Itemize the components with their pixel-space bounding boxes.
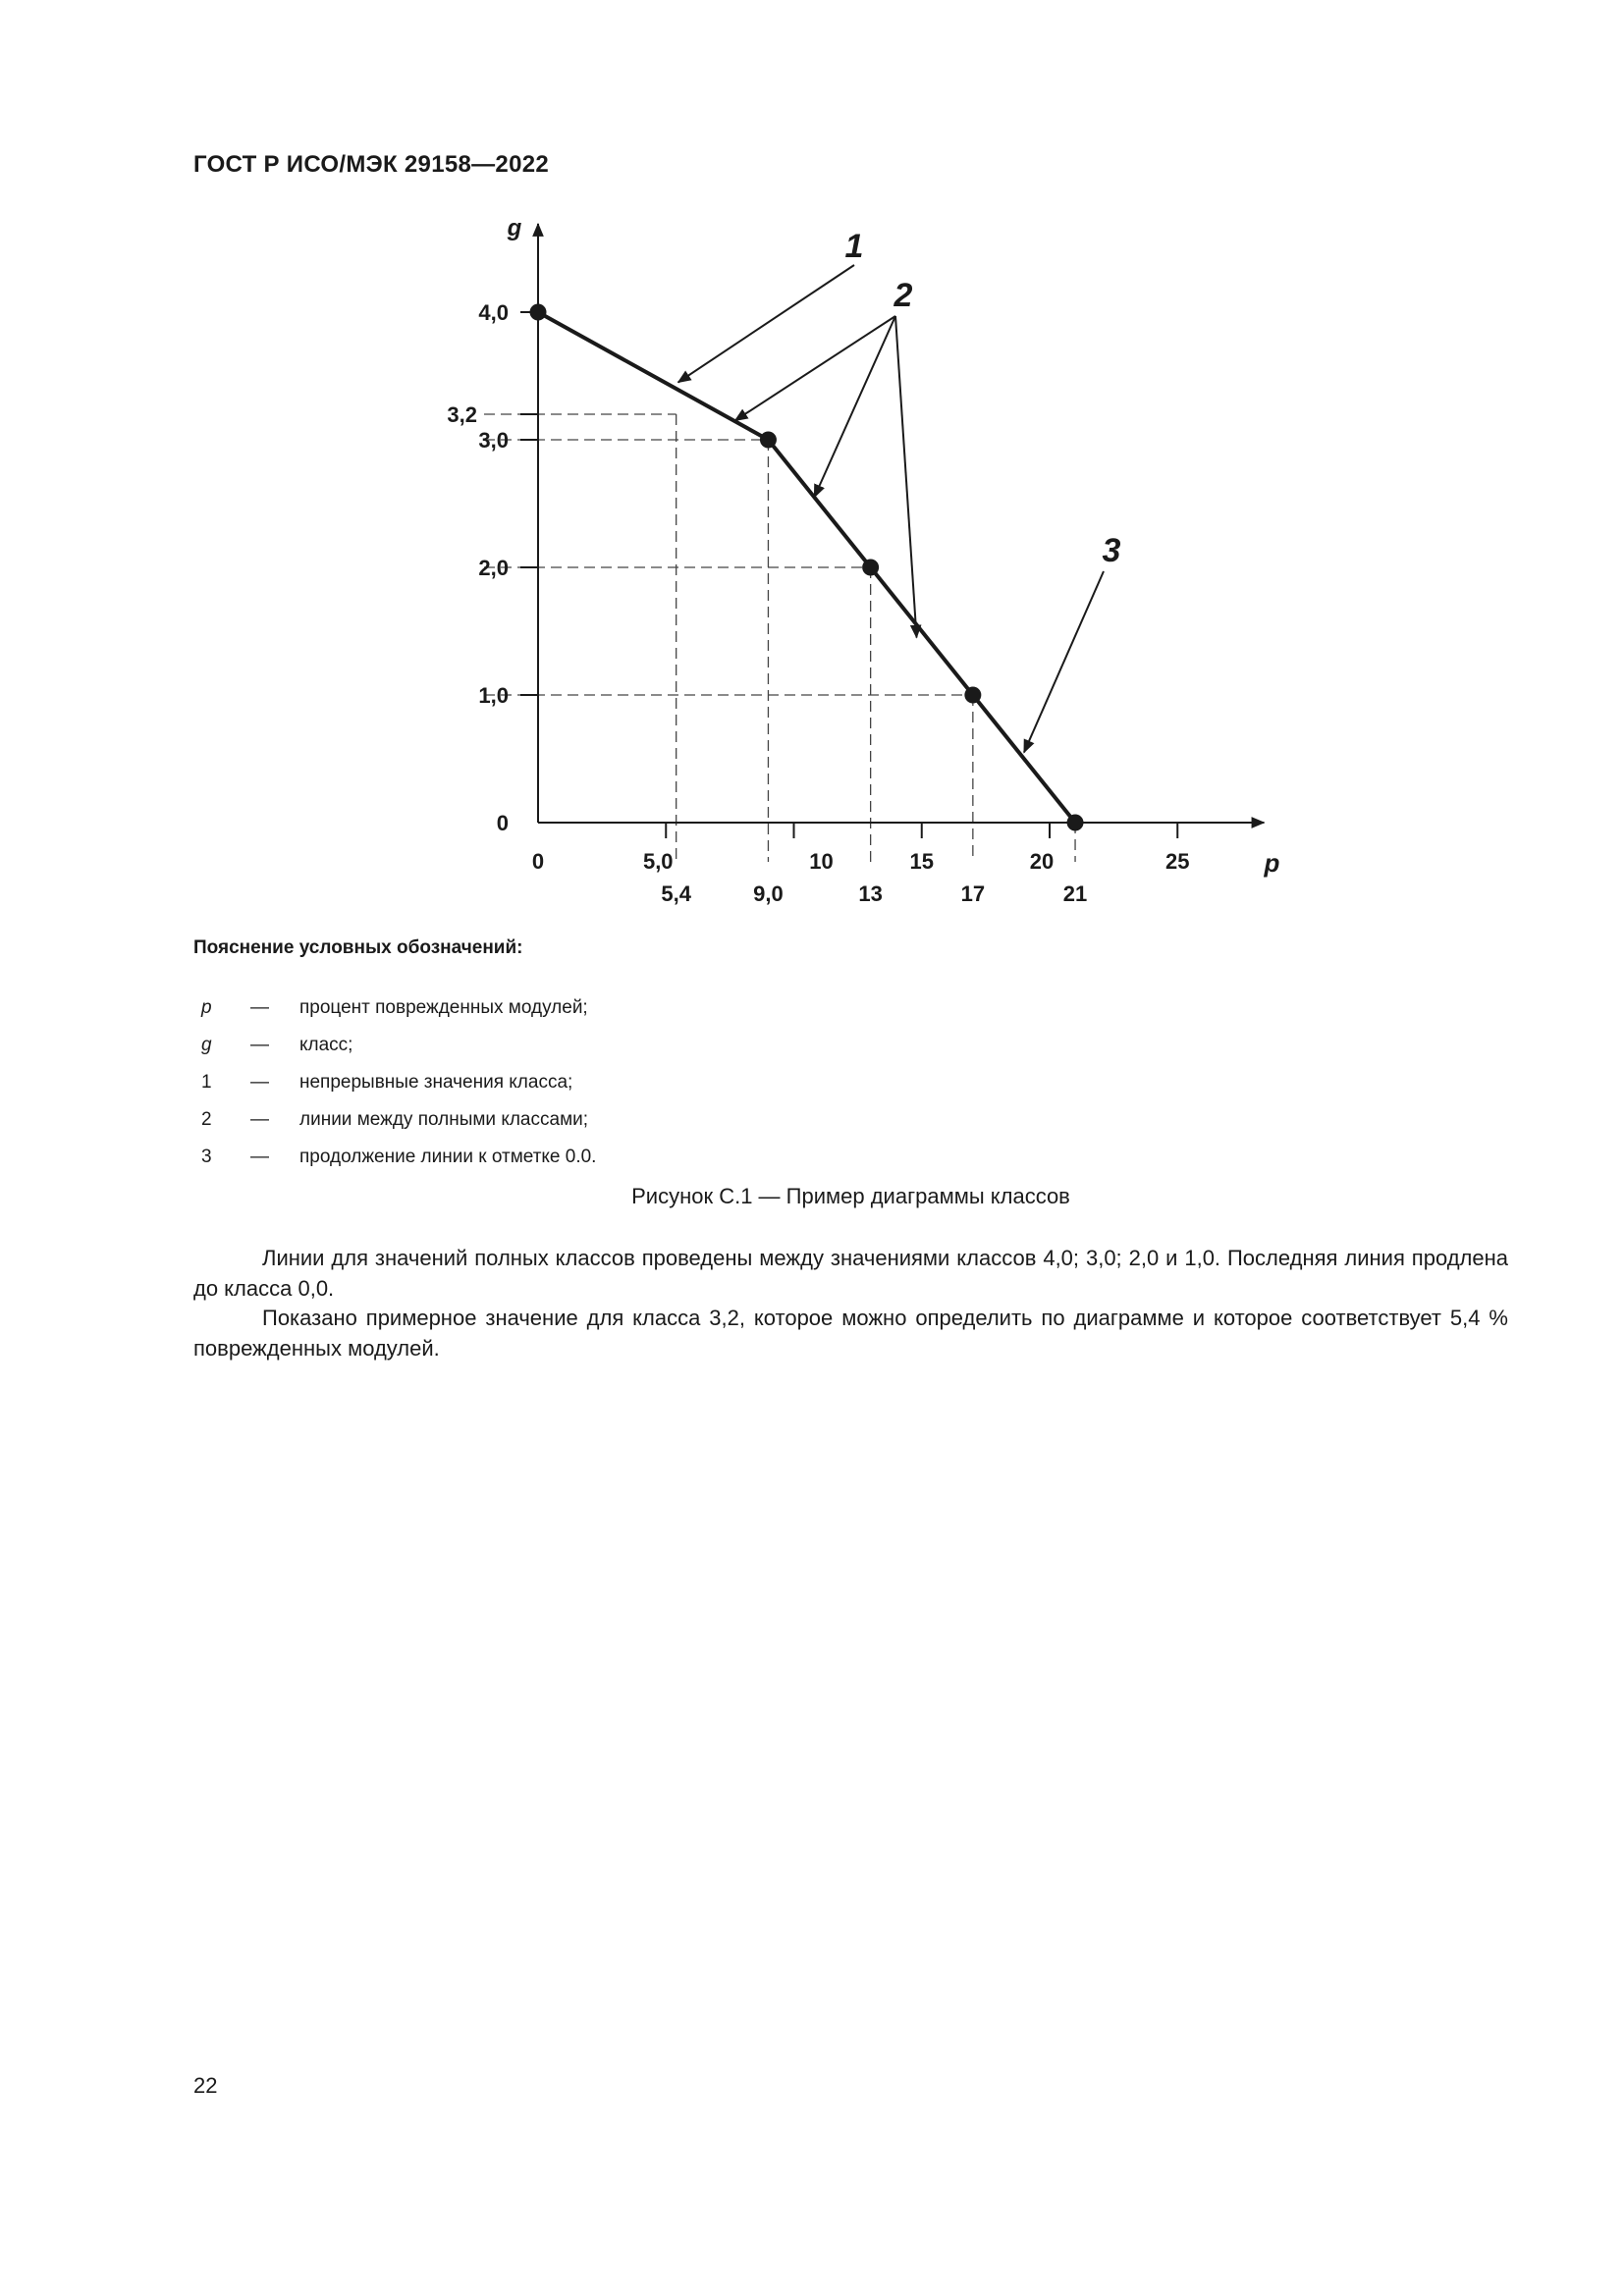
body-paragraph: Показано примерное значение для класса 3,2, которое можно определить по диаграмме и которое соответствует 5,4 % поврежденных модулей.: [193, 1306, 1508, 1361]
legend-dash: —: [250, 1035, 269, 1055]
legend-symbol: 1: [201, 1072, 212, 1093]
legend-item: [201, 1101, 596, 1139]
annotation-arrow-2: [895, 316, 917, 638]
annotation-label-1: 1: [844, 228, 864, 265]
x-tick-label: 10: [809, 849, 834, 874]
x-tick-label: 20: [1029, 849, 1055, 874]
x-tick-label-secondary: 21: [1062, 881, 1088, 906]
x-tick-label-secondary: 5,4: [661, 881, 691, 906]
legend-dash: —: [250, 1147, 269, 1167]
x-tick-label-secondary: 9,0: [753, 881, 784, 906]
y-tick-label: 1,0: [478, 683, 509, 708]
data-point: [964, 687, 981, 704]
legend-symbol: p: [201, 997, 212, 1018]
y-tick-label: 2,0: [478, 556, 509, 580]
data-point: [530, 304, 547, 321]
annotation-label-2: 2: [893, 277, 913, 314]
document-header: ГОСТ Р ИСО/МЭК 29158—2022: [193, 151, 550, 178]
y-tick-label: 0: [496, 811, 509, 835]
legend-dash: —: [250, 1109, 269, 1130]
legend-item: [201, 1139, 596, 1176]
page-number: 22: [193, 2073, 218, 2098]
legend-item: [201, 1064, 596, 1101]
legend-symbol: g: [201, 1035, 212, 1055]
legend-symbol: 2: [201, 1109, 212, 1130]
y-tick-label: 4,0: [478, 300, 509, 325]
legend-text: процент поврежденных модулей;: [299, 997, 588, 1018]
annotation-arrow-3: [1024, 571, 1104, 753]
annotation-arrow-1: [678, 265, 854, 383]
legend-text: линии между полными классами;: [299, 1109, 589, 1130]
legend-symbol: 3: [201, 1147, 212, 1167]
x-tick-label-secondary: 13: [858, 881, 883, 906]
data-point: [1067, 815, 1084, 831]
legend-text: непрерывные значения класса;: [299, 1072, 573, 1093]
x-tick-label: 25: [1165, 849, 1190, 874]
annotation-label-3: 3: [1102, 532, 1121, 569]
figure-caption: Рисунок С.1 — Пример диаграммы классов: [631, 1184, 1070, 1208]
grade-diagram-chart: [0, 0, 1624, 942]
x-tick-label: 0: [531, 849, 545, 874]
x-tick-label: 5,0: [642, 849, 674, 874]
x-tick-label-secondary: 17: [960, 881, 986, 906]
body-paragraph: Линии для значений полных классов проведены между значениями классов 4,0; 3,0; 2,0 и 1,0. Последняя линия продлена до класса 0,0.: [193, 1246, 1508, 1301]
legend-item: [201, 989, 596, 1027]
legend-list: [201, 989, 596, 1176]
legend-text: продолжение линии к отметке 0.0.: [299, 1147, 597, 1167]
data-point: [760, 432, 777, 449]
x-axis-label: p: [1264, 848, 1280, 878]
y-tick-label: 3,0: [478, 428, 509, 453]
x-tick-label: 15: [909, 849, 934, 874]
legend-text: класс;: [299, 1035, 353, 1055]
data-point: [862, 560, 879, 576]
y-tick-label: 3,2: [447, 402, 477, 427]
legend-dash: —: [250, 997, 269, 1018]
legend-item: [201, 1027, 596, 1064]
y-axis-label: g: [507, 215, 522, 241]
legend-title: Пояснение условных обозначений:: [193, 937, 523, 958]
legend-dash: —: [250, 1072, 269, 1093]
